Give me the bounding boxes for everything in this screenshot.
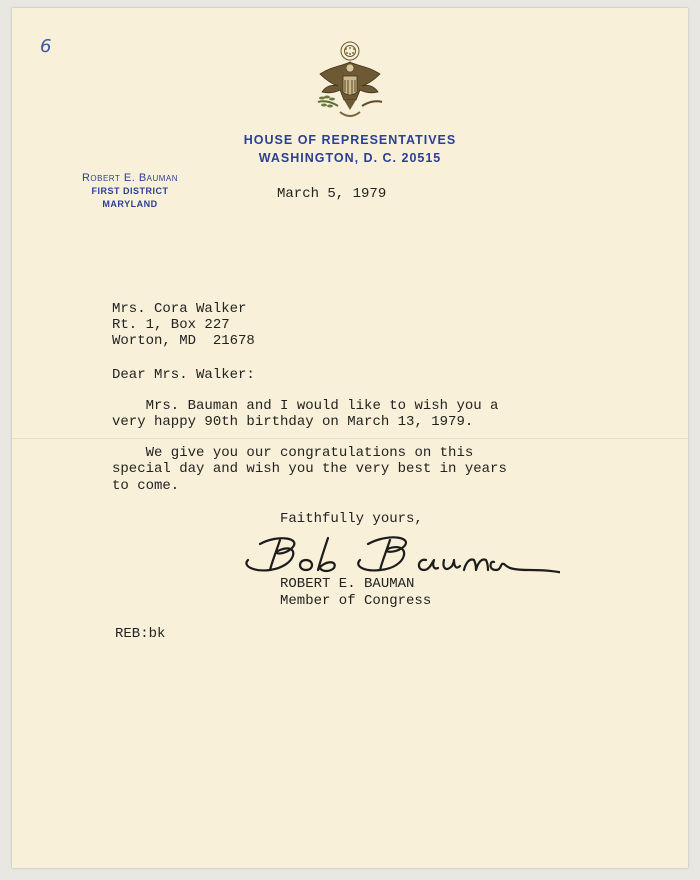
great-seal-eagle-icon (310, 40, 390, 133)
letterhead-institution: HOUSE OF REPRESENTATIVES (243, 133, 457, 147)
recipient-line-1: Mrs. Cora Walker (112, 301, 247, 317)
signer-name: ROBERT E. BAUMAN (280, 576, 415, 592)
letter-date: March 5, 1979 (277, 186, 387, 202)
letterhead-city: WASHINGTON, D. C. 20515 (258, 151, 442, 165)
letterhead-member-state: MARYLAND (102, 199, 158, 209)
paragraph-1-line-1: Mrs. Bauman and I would like to wish you a (112, 398, 499, 414)
salutation: Dear Mrs. Walker: (112, 367, 255, 383)
signer-title: Member of Congress (280, 593, 432, 609)
handwritten-mark: 6 (40, 36, 52, 57)
paragraph-1-line-2: very happy 90th birthday on March 13, 1979. (112, 414, 474, 430)
letter-page (12, 8, 688, 868)
closing: Faithfully yours, (280, 511, 423, 527)
recipient-line-2: Rt. 1, Box 227 (112, 317, 230, 333)
paragraph-2-line-3: to come. (112, 478, 180, 494)
reference-initials: REB:bk (115, 626, 166, 642)
paragraph-2-line-1: We give you our congratulations on this (112, 445, 474, 461)
fold-line (12, 438, 688, 439)
paragraph-2-line-2: special day and wish you the very best in years (112, 461, 507, 477)
letterhead-member-name: Robert E. Bauman (81, 172, 179, 184)
letterhead-member-district: FIRST DISTRICT (91, 186, 169, 196)
recipient-line-3: Worton, MD 21678 (112, 333, 255, 349)
